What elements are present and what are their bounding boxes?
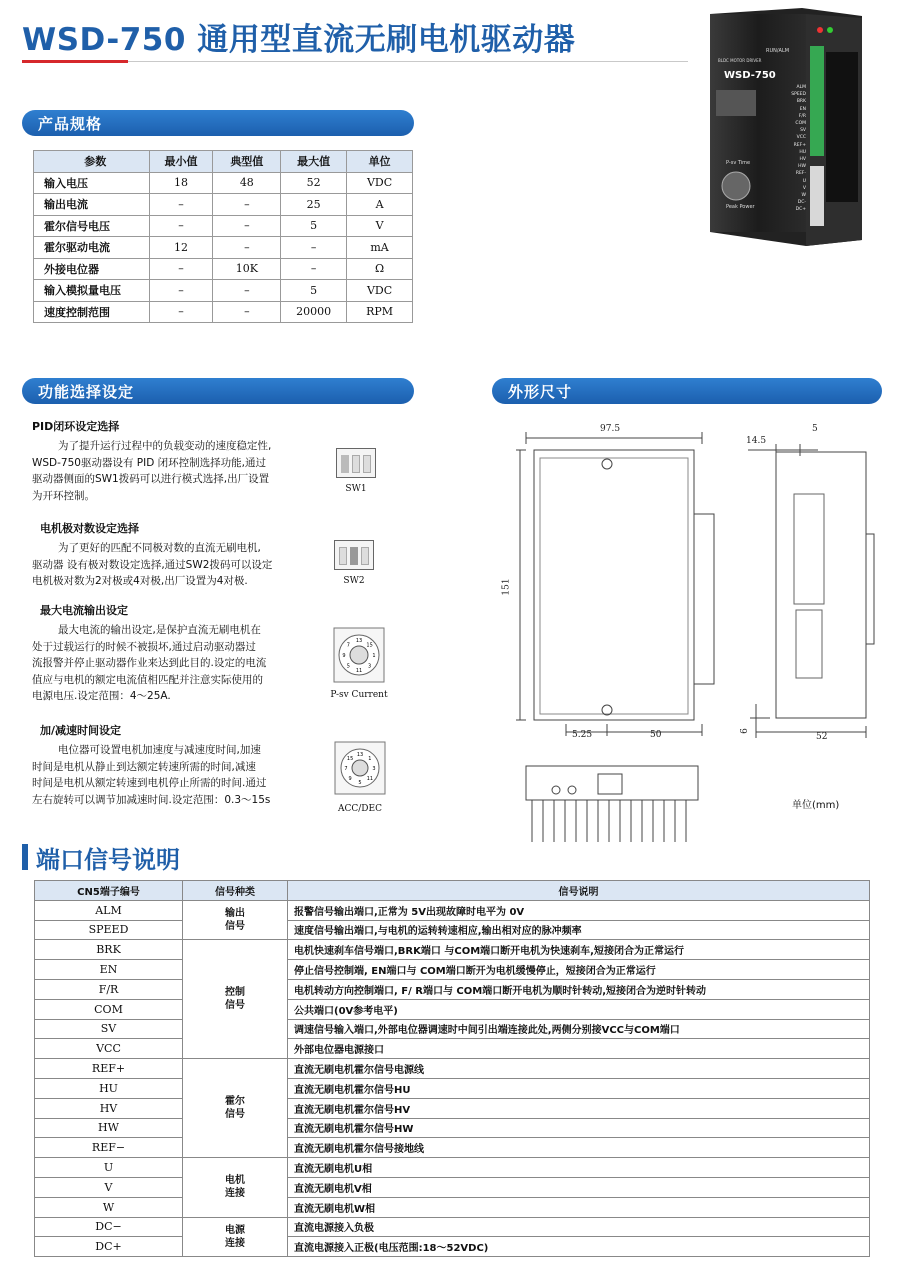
spec-row — [34, 280, 413, 302]
port-description: 调速信号输入端口,外部电位器调速时中间引出端连接此处,两侧分别接VCC与COM端口 — [288, 1019, 870, 1039]
port-signal-type: 电源 连接 — [183, 1217, 288, 1257]
spec-cell: 5 — [281, 215, 347, 237]
spec-row — [34, 237, 413, 259]
terminal-label: SV — [800, 128, 806, 134]
knob-digit: 13 — [356, 752, 364, 758]
dim-side-bottom: 6 — [739, 728, 750, 734]
func-item-heading: 最大电流输出设定 — [40, 604, 128, 617]
func-item-line: 驱动器 设有极对数设定选择,通过SW2拨码可以设定 — [32, 558, 273, 571]
spec-header-cell: 最大值 — [281, 151, 347, 173]
func-item — [32, 602, 332, 705]
port-description: 直流无刷电机霍尔信号HU — [288, 1078, 870, 1098]
port-terminal: DC− — [35, 1217, 183, 1237]
port-terminal: EN — [35, 960, 183, 980]
func-section-title: 功能选择设定 — [38, 383, 135, 401]
knob-digit: 13 — [355, 638, 363, 644]
port-row — [35, 960, 870, 980]
dim-section-title: 外形尺寸 — [508, 383, 573, 401]
func-item-line: 左右旋转可以调节加减速时间.设定范围：0.3～15s — [32, 793, 271, 806]
port-section-title: 端口信号说明 — [36, 846, 180, 874]
sw1-label: SW1 — [345, 484, 367, 494]
knob-digit: 5 — [358, 780, 362, 786]
knob-digit: 1 — [372, 653, 376, 659]
port-row — [35, 999, 870, 1019]
port-header-row — [35, 881, 870, 901]
spec-cell: – — [149, 301, 213, 323]
product-image — [706, 6, 866, 248]
spec-cell: V — [347, 215, 413, 237]
spec-cell: – — [213, 301, 281, 323]
port-terminal: SPEED — [35, 920, 183, 940]
terminal-label: V — [802, 185, 806, 191]
port-row — [35, 1138, 870, 1158]
port-row — [35, 920, 870, 940]
func-item-line: 值应与电机的额定电流值相匹配并注意实际使用的 — [32, 673, 263, 686]
terminal-label: COM — [795, 121, 806, 127]
spec-section-header — [22, 110, 414, 136]
spec-row — [34, 301, 413, 323]
func-item-line: 时间是电机从额定转速到电机停止所需的时间.通过 — [32, 777, 267, 789]
func-item-line: 电位器可设置电机加速度与减速度时间,加速 — [58, 744, 261, 756]
func-item-line: 最大电流的输出设定,是保护直流无刷电机在 — [58, 624, 261, 636]
func-item-line: 驱动器侧面的SW1拨码可以进行模式选择,出厂设置 — [32, 473, 270, 485]
port-row — [35, 940, 870, 960]
spec-cell: RPM — [347, 301, 413, 323]
sw2-label: SW2 — [343, 576, 365, 586]
terminal-label: F/R — [798, 113, 806, 119]
port-description: 直流无刷电机W相 — [288, 1197, 870, 1217]
port-signal-type: 霍尔 信号 — [183, 1059, 288, 1158]
terminal-label: HU — [799, 149, 806, 155]
product-brand-line: BLDC MOTOR DRIVER — [718, 58, 762, 63]
spec-cell: 12 — [149, 237, 213, 259]
knob-digit: 15 — [346, 756, 354, 763]
knob-digit: 3 — [372, 766, 376, 772]
spec-cell: 20000 — [281, 301, 347, 323]
port-terminal: HU — [35, 1078, 183, 1098]
terminal-label: ALM — [796, 85, 806, 90]
knob-digit: 3 — [368, 663, 372, 670]
terminal-label: EN — [799, 106, 806, 112]
spec-cell: – — [149, 280, 213, 302]
port-section-marker — [22, 844, 28, 870]
port-description: 直流无刷电机霍尔信号HV — [288, 1098, 870, 1118]
acc-knob-figure — [330, 740, 390, 814]
terminal-label: DC+ — [795, 207, 806, 213]
knob-digit: 11 — [355, 668, 363, 674]
knob-digit: 7 — [344, 766, 348, 772]
func-item-heading: 加/减速时间设定 — [40, 724, 122, 737]
dim-bottom-left: 5.25 — [572, 730, 593, 740]
port-description: 报警信号输出端口,正常为 5V出现故障时电平为 0V — [288, 900, 870, 920]
dim-bottom-mid: 50 — [650, 730, 662, 740]
product-knob1-label: P-sv Time — [726, 160, 751, 166]
spec-cell: 10K — [213, 258, 281, 280]
port-terminal: SV — [35, 1019, 183, 1039]
spec-cell: 霍尔信号电压 — [34, 215, 150, 237]
port-description: 电机转动方向控制端口, F/ R端口与 COM端口断开电机为顺时针转动,短接闭合为逆时针转动 — [288, 979, 870, 999]
title-underline — [22, 60, 128, 63]
port-description: 速度信号输出端口,与电机的运转转速相应,输出相对应的脉冲频率 — [288, 920, 870, 940]
spec-cell: A — [347, 194, 413, 216]
port-terminal: REF− — [35, 1138, 183, 1158]
port-description: 公共端口(0V参考电平) — [288, 999, 870, 1019]
spec-header-cell: 最小值 — [149, 151, 213, 173]
spec-header-cell: 参数 — [34, 151, 150, 173]
func-item-line: 电源电压.设定范围：4～25A. — [32, 690, 171, 702]
port-terminal: ALM — [35, 900, 183, 920]
terminal-label: DC- — [797, 200, 806, 206]
port-table — [34, 880, 870, 1257]
port-description: 外部电位器电源接口 — [288, 1039, 870, 1059]
product-knob2-label: Peak Power — [726, 204, 755, 210]
acc-knob-label: ACC/DEC — [338, 804, 382, 814]
func-item-line: 处于过载运行的时候不被损坏,通过启动驱动器过 — [32, 640, 256, 653]
spec-cell: 25 — [281, 194, 347, 216]
spec-cell: 霍尔驱动电流 — [34, 237, 150, 259]
func-item-line: 为了提升运行过程中的负载变动的速度稳定性, — [58, 440, 272, 452]
terminal-label: VCC — [796, 135, 806, 141]
port-header-cell: CN5端子编号 — [35, 881, 183, 901]
dim-width: 97.5 — [600, 424, 621, 434]
port-row — [35, 1158, 870, 1178]
port-row — [35, 1078, 870, 1098]
port-terminal: W — [35, 1197, 183, 1217]
title-divider — [128, 61, 688, 62]
port-terminal: HV — [35, 1098, 183, 1118]
port-description: 直流无刷电机霍尔信号电源线 — [288, 1059, 870, 1079]
spec-cell: 5 — [281, 280, 347, 302]
dim-height: 151 — [501, 578, 512, 596]
func-item-heading: PID闭环设定选择 — [32, 420, 120, 433]
spec-table — [33, 150, 413, 323]
terminal-label: BRK — [796, 99, 806, 105]
product-terminal-labels — [784, 84, 806, 214]
port-description: 直流无刷电机V相 — [288, 1177, 870, 1197]
spec-cell: 输入模拟量电压 — [34, 280, 150, 302]
func-item — [32, 418, 332, 504]
port-row — [35, 1019, 870, 1039]
port-terminal: VCC — [35, 1039, 183, 1059]
port-terminal: DC+ — [35, 1237, 183, 1257]
product-top-indicator: RUN/ALM — [766, 48, 790, 54]
port-description: 直流无刷电机霍尔信号HW — [288, 1118, 870, 1138]
port-row — [35, 1039, 870, 1059]
port-signal-type: 控制 信号 — [183, 940, 288, 1059]
spec-cell: VDC — [347, 172, 413, 194]
spec-row — [34, 172, 413, 194]
terminal-label: W — [801, 193, 806, 199]
sw1-figure — [336, 448, 376, 494]
spec-cell: 外接电位器 — [34, 258, 150, 280]
port-signal-type: 电机 连接 — [183, 1158, 288, 1217]
spec-cell: – — [281, 237, 347, 259]
spec-cell: – — [213, 280, 281, 302]
port-terminal: F/R — [35, 979, 183, 999]
spec-row — [34, 215, 413, 237]
spec-row — [34, 194, 413, 216]
spec-header-row — [34, 151, 413, 173]
func-item-line: 流报警并停止驱动器作业来达到此目的.设定的电流 — [32, 657, 267, 669]
spec-cell: 18 — [149, 172, 213, 194]
port-header-cell: 信号种类 — [183, 881, 288, 901]
spec-cell: 48 — [213, 172, 281, 194]
port-description: 直流无刷电机霍尔信号接地线 — [288, 1138, 870, 1158]
dimension-drawing — [480, 414, 890, 854]
func-item-line: 为开环控制。 — [32, 489, 95, 502]
spec-cell: – — [149, 215, 213, 237]
port-row — [35, 1177, 870, 1197]
port-row — [35, 1059, 870, 1079]
port-terminal: REF+ — [35, 1059, 183, 1079]
product-model-label: WSD-750 — [724, 70, 776, 81]
spec-header-cell: 典型值 — [213, 151, 281, 173]
port-description: 直流无刷电机U相 — [288, 1158, 870, 1178]
knob-digit: 15 — [366, 642, 373, 649]
spec-cell: 速度控制范围 — [34, 301, 150, 323]
terminal-label: U — [802, 178, 806, 184]
knob-digit: 9 — [342, 653, 346, 659]
port-terminal: V — [35, 1177, 183, 1197]
port-row — [35, 1217, 870, 1237]
sw2-figure — [334, 540, 374, 586]
spec-cell: Ω — [347, 258, 413, 280]
current-knob-label: P-sv Current — [330, 690, 388, 700]
terminal-label: SPEED — [791, 92, 806, 98]
spec-cell: – — [213, 215, 281, 237]
spec-cell: – — [213, 237, 281, 259]
port-header-cell: 信号说明 — [288, 881, 870, 901]
dim-section-header — [492, 378, 882, 404]
spec-cell: 输入电压 — [34, 172, 150, 194]
spec-cell: – — [213, 194, 281, 216]
port-terminal: HW — [35, 1118, 183, 1138]
port-row — [35, 1098, 870, 1118]
spec-header-cell: 单位 — [347, 151, 413, 173]
port-description: 电机快速刹车信号端口,BRK端口 与COM端口断开电机为快速刹车,短接闭合为正常运行 — [288, 940, 870, 960]
port-row — [35, 900, 870, 920]
port-row — [35, 1197, 870, 1217]
terminal-label: REF- — [795, 171, 806, 177]
dim-side-width: 52 — [816, 732, 828, 742]
knob-digit: 1 — [368, 756, 372, 763]
func-item-line: 电机极对数为2对极或4对极,出厂设置为4对极. — [32, 575, 248, 587]
terminal-label: REF+ — [793, 142, 806, 148]
func-item — [32, 520, 332, 590]
spec-cell: – — [149, 194, 213, 216]
func-item-heading: 电机极对数设定选择 — [40, 522, 139, 535]
dim-side-top: 5 — [812, 424, 818, 434]
terminal-label: HW — [798, 164, 806, 170]
func-item-line: 时间是电机从静止到达额定转速所需的时间,减速 — [32, 760, 256, 773]
dim-unit-label: 单位(mm) — [792, 800, 840, 811]
port-row — [35, 1118, 870, 1138]
spec-cell: – — [149, 258, 213, 280]
spec-cell: 输出电流 — [34, 194, 150, 216]
page-title: WSD-750 通用型直流无刷电机驱动器 — [22, 22, 576, 58]
func-section-header — [22, 378, 414, 404]
port-signal-type: 输出 信号 — [183, 900, 288, 940]
current-knob-figure — [326, 626, 392, 700]
port-terminal: U — [35, 1158, 183, 1178]
knob-digit: 9 — [348, 775, 352, 782]
knob-digit: 5 — [346, 663, 350, 670]
func-item — [32, 722, 332, 808]
spec-cell: – — [281, 258, 347, 280]
port-description: 停止信号控制端, EN端口与 COM端口断开为电机缓慢停止，短接闭合为正常运行 — [288, 960, 870, 980]
spec-section-title: 产品规格 — [38, 115, 103, 133]
port-terminal: BRK — [35, 940, 183, 960]
port-row — [35, 1237, 870, 1257]
spec-cell: mA — [347, 237, 413, 259]
port-description: 直流电源接入负极 — [288, 1217, 870, 1237]
func-item-line: 为了更好的匹配不同极对数的直流无刷电机, — [58, 542, 261, 554]
func-item-line: WSD-750驱动器设有 PID 闭环控制选择功能,通过 — [32, 456, 266, 469]
knob-digit: 11 — [366, 775, 374, 782]
port-terminal: COM — [35, 999, 183, 1019]
port-description: 直流电源接入正极(电压范围:18～52VDC) — [288, 1237, 870, 1257]
terminal-label: HV — [799, 157, 806, 163]
port-row — [35, 979, 870, 999]
spec-cell: 52 — [281, 172, 347, 194]
spec-row — [34, 258, 413, 280]
dim-side-offset: 14.5 — [746, 436, 767, 446]
spec-cell: VDC — [347, 280, 413, 302]
knob-digit: 7 — [346, 642, 350, 649]
